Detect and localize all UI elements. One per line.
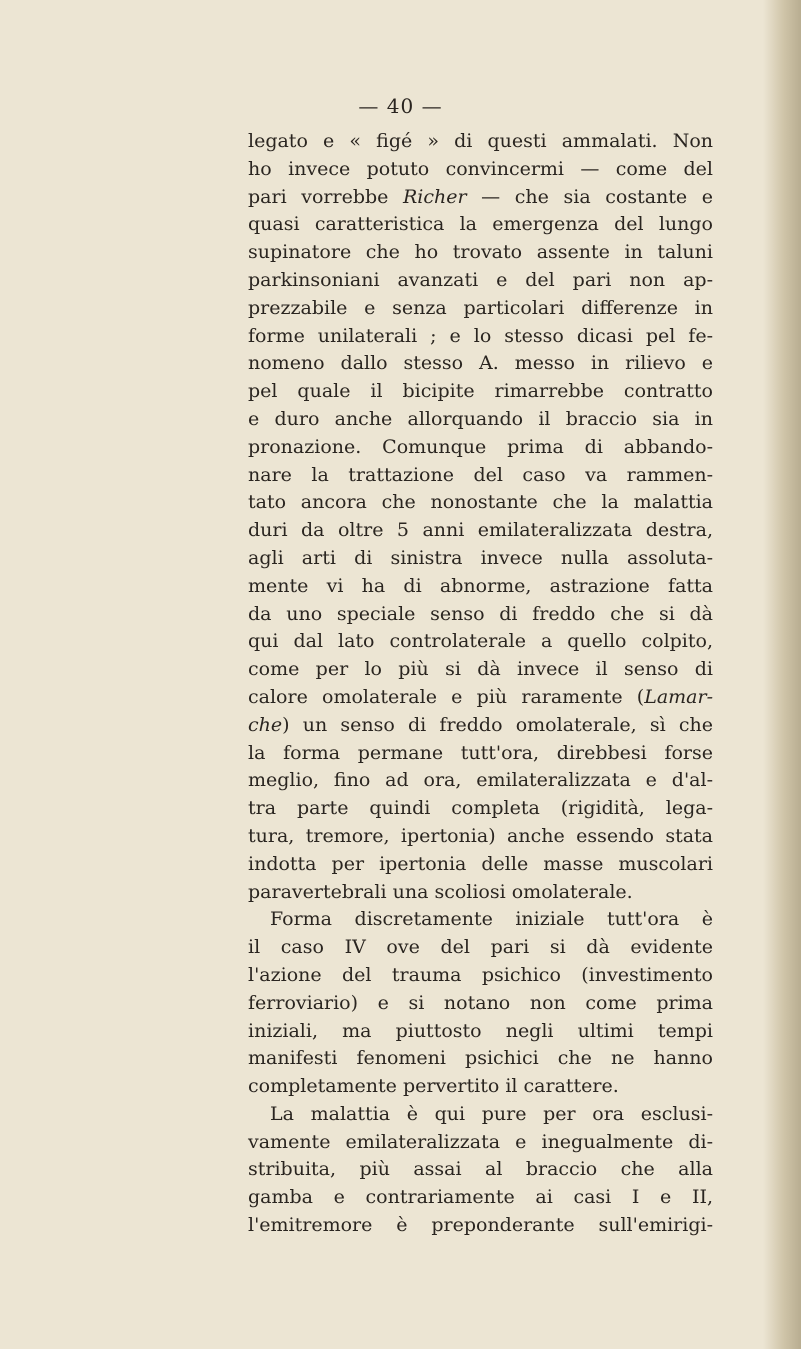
- text-fragment: pari vorrebbe: [248, 185, 403, 208]
- text-line: tato ancora che nonostante che la malattia: [248, 491, 713, 514]
- text-fragment: — che sia costante e: [466, 185, 713, 208]
- text-line: meglio, fino ad ora, emilateralizzata e d'al-: [248, 769, 713, 792]
- text-line: da uno speciale senso di freddo che si dà: [248, 602, 713, 625]
- text-line: tura, tremore, ipertonia) anche essendo stata: [248, 824, 713, 847]
- text-line: [248, 712, 713, 740]
- body-text: [248, 128, 713, 1240]
- author-name-italic: Lamar-: [644, 685, 713, 708]
- text-line: qui dal lato controlaterale a quello colpito,: [248, 630, 713, 653]
- text-line: prezzabile e senza particolari differenze in: [248, 296, 713, 319]
- page-edge-shadow: [763, 0, 801, 1349]
- text-line: parkinsoniani avanzati e del pari non ap-: [248, 268, 713, 291]
- text-line: paravertebrali una scoliosi omolaterale.: [248, 880, 633, 903]
- text-line: la forma permane tutt'ora, direbbesi forse: [248, 741, 713, 764]
- text-line: l'azione del trauma psichico (investimento: [248, 963, 713, 986]
- author-name-italic: che: [248, 713, 283, 736]
- text-line: forme unilaterali ; e lo stesso dicasi pel fe-: [248, 324, 713, 347]
- text-line: come per lo più si dà invece il senso di: [248, 658, 713, 681]
- text-line: l'emitremore è preponderante sull'emirigi-: [248, 1214, 713, 1237]
- text-fragment: calore omolaterale e più raramente (: [248, 685, 645, 708]
- text-line: stribuita, più assai al braccio che alla: [248, 1158, 713, 1181]
- text-line: Forma discretamente iniziale tutt'ora è: [270, 908, 713, 931]
- text-line: [248, 184, 713, 212]
- text-line: agli arti di sinistra invece nulla assoluta-: [248, 546, 713, 569]
- text-line: iniziali, ma piuttosto negli ultimi tempi: [248, 1019, 713, 1042]
- text-line: e duro anche allorquando il braccio sia in: [248, 407, 713, 430]
- text-fragment: ) un senso di freddo omolaterale, sì che: [282, 713, 713, 736]
- text-line: [248, 684, 713, 712]
- text-line: pronazione. Comunque prima di abbando-: [248, 435, 713, 458]
- text-line: gamba e contrariamente ai casi I e II,: [248, 1186, 713, 1209]
- text-line: legato e « figé » di questi ammalati. Non: [248, 130, 713, 152]
- text-line: il caso IV ove del pari si dà evidente: [248, 936, 713, 959]
- page-number: — 40 —: [358, 94, 443, 118]
- text-line: manifesti fenomeni psichici che ne hanno: [248, 1047, 713, 1070]
- text-line: pel quale il bicipite rimarrebbe contratto: [248, 380, 713, 403]
- text-line: duri da oltre 5 anni emilateralizzata destra,: [248, 519, 713, 542]
- author-name-italic: Richer: [403, 185, 467, 208]
- text-line: completamente pervertito il carattere.: [248, 1075, 619, 1098]
- text-line: indotta per ipertonia delle masse muscolari: [248, 852, 713, 875]
- text-line: La malattia è qui pure per ora esclusi-: [270, 1102, 713, 1125]
- text-line: supinatore che ho trovato assente in taluni: [248, 241, 713, 264]
- text-line: quasi caratteristica la emergenza del lungo: [248, 213, 713, 236]
- text-line: mente vi ha di abnorme, astrazione fatta: [248, 574, 713, 597]
- text-line: ferroviario) e si notano non come prima: [248, 991, 713, 1014]
- text-line: tra parte quindi completa (rigidità, lega-: [248, 797, 713, 820]
- text-line: vamente emilateralizzata e inegualmente di-: [248, 1130, 713, 1153]
- text-line: nomeno dallo stesso A. messo in rilievo e: [248, 352, 713, 375]
- text-line: nare la trattazione del caso va rammen-: [248, 463, 713, 486]
- text-line: ho invece potuto convincermi — come del: [248, 157, 713, 180]
